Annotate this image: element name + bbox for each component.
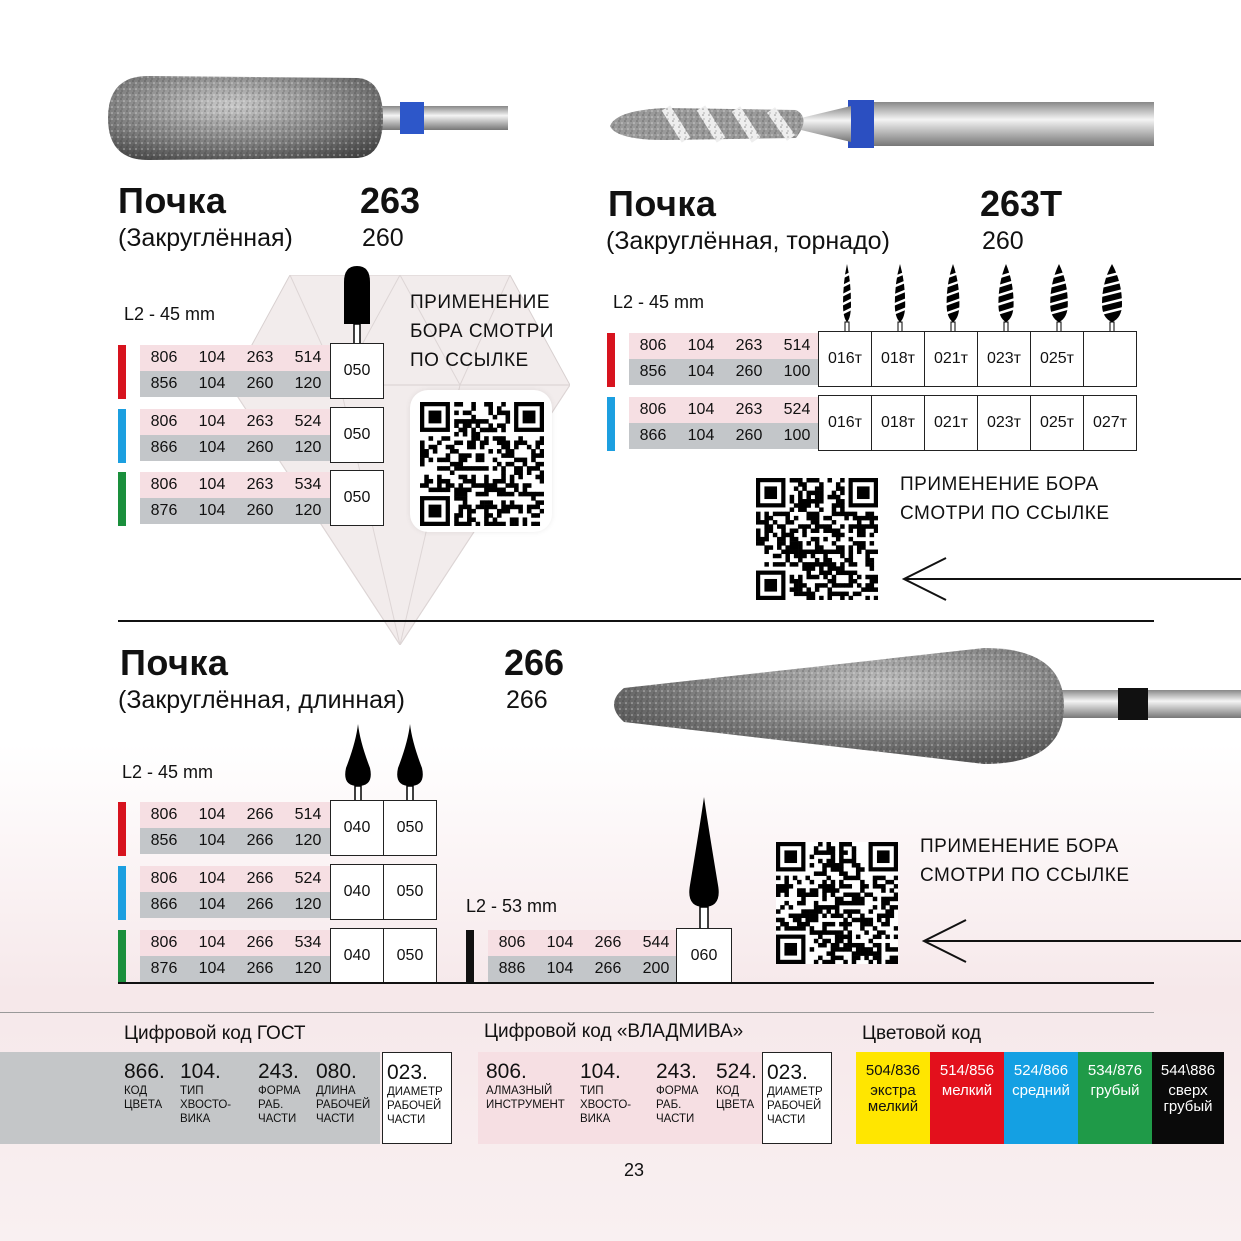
legend-caption: РАБОЧЕЙ	[387, 1100, 442, 1112]
code-cell: 260	[725, 359, 773, 385]
code-cell: 120	[284, 892, 332, 918]
legend-caption: РАБОЧЕЙ	[316, 1099, 371, 1111]
code-cell: 524	[284, 409, 332, 435]
legend-number: 243.	[656, 1060, 697, 1083]
section2-note	[900, 470, 1110, 528]
code-cell: 104	[188, 828, 236, 854]
size-box: 021т	[924, 395, 978, 451]
code-cell: 806	[629, 333, 677, 359]
code-cell: 266	[236, 956, 284, 982]
code-grid	[488, 930, 680, 982]
code-cell: 876	[140, 498, 188, 524]
color-marker	[118, 802, 126, 856]
code-cell: 524	[284, 866, 332, 892]
color-code: 544\886	[1160, 1062, 1216, 1079]
code-cell: 514	[284, 802, 332, 828]
legend-caption: РАБ.	[656, 1099, 682, 1111]
code-cell: 104	[188, 802, 236, 828]
code-cell: 806	[140, 866, 188, 892]
code-cell: 266	[236, 866, 284, 892]
size-box: 023т	[977, 395, 1031, 451]
code-cell: 100	[773, 423, 821, 449]
section3-subtitle: (Закруглённая, длинная)	[118, 686, 405, 714]
code-cell: 806	[629, 397, 677, 423]
code-cell: 856	[140, 828, 188, 854]
code-cell: 534	[284, 472, 332, 498]
code-cell: 120	[284, 435, 332, 461]
legend-caption: КОД	[124, 1085, 148, 1097]
size-box: 018т	[871, 395, 925, 451]
color-marker	[118, 930, 126, 984]
color-marker	[607, 333, 615, 387]
code-cell: 886	[488, 956, 536, 982]
color-code-swatch	[1078, 1052, 1152, 1144]
size-box: 050	[330, 407, 384, 463]
color-caption-line: грубый	[1090, 1082, 1140, 1099]
section-divider	[118, 982, 1154, 984]
size-box: 060	[676, 928, 732, 984]
code-cell: 104	[188, 409, 236, 435]
color-caption	[1004, 1083, 1078, 1099]
code-cell: 104	[677, 359, 725, 385]
code-cell: 524	[773, 397, 821, 423]
section2-l2-length: L2 - 45 mm	[613, 292, 705, 312]
qr-code-icon[interactable]	[776, 842, 898, 964]
gost-legend-item	[124, 1060, 165, 1112]
legend-number: 104.	[180, 1060, 221, 1083]
code-grid	[140, 472, 332, 524]
color-caption	[856, 1083, 930, 1115]
note-line: ПРИМЕНЕНИЕ	[410, 292, 550, 313]
tornado-bur-icon	[887, 262, 913, 332]
gost-legend-item	[180, 1060, 231, 1126]
gost-legend-title: Цифровой код ГОСТ	[124, 1023, 306, 1044]
legend-number: 023.	[767, 1061, 808, 1084]
legend-number: 524.	[716, 1060, 757, 1083]
tornado-bur-icon	[1099, 262, 1125, 332]
code-cell: 260	[236, 498, 284, 524]
legend-caption: ДЛИНА	[316, 1085, 356, 1097]
code-cell: 263	[236, 409, 284, 435]
size-box: 016т	[818, 395, 872, 451]
code-cell: 806	[140, 802, 188, 828]
section2-subtitle: (Закруглённая, торнадо)	[606, 227, 890, 255]
code-cell: 104	[188, 435, 236, 461]
legend-caption: ХВОСТО-	[180, 1099, 232, 1111]
size-box: 050	[383, 864, 437, 920]
code-cell: 104	[188, 866, 236, 892]
legend-caption: ВИКА	[180, 1113, 211, 1125]
code-cell: 260	[236, 371, 284, 397]
code-grid	[140, 409, 332, 461]
legend-number: 806.	[486, 1060, 527, 1083]
color-code: 504/836	[865, 1062, 921, 1079]
code-cell: 856	[629, 359, 677, 385]
legend-number: 104.	[580, 1060, 621, 1083]
page-number: 23	[624, 1160, 645, 1180]
size-box: 025т	[1030, 395, 1084, 451]
section1-l2-length: L2 - 45 mm	[124, 304, 216, 324]
legend-caption: ТИП	[180, 1085, 204, 1097]
code-cell: 104	[188, 892, 236, 918]
code-cell: 104	[677, 397, 725, 423]
legend-number: 023.	[387, 1061, 428, 1084]
note-line: СМОТРИ ПО ССЫЛКЕ	[920, 865, 1130, 886]
code-cell: 104	[536, 930, 584, 956]
note-line: ПО ССЫЛКЕ	[410, 350, 529, 371]
vladmiva-legend-item	[486, 1060, 565, 1112]
legend-caption: ДИАМЕТР	[387, 1086, 443, 1098]
section1-note	[410, 288, 554, 375]
qr-code-icon[interactable]	[756, 478, 878, 600]
legend-divider	[0, 1012, 1154, 1013]
section1-code-main: 263	[360, 180, 421, 221]
code-cell: 263	[236, 472, 284, 498]
vladmiva-legend-item	[580, 1060, 631, 1126]
vladmiva-legend-item	[762, 1052, 832, 1144]
legend-caption: ФОРМА	[656, 1085, 699, 1097]
size-box: 040	[330, 800, 384, 856]
section-divider	[118, 620, 1154, 622]
section3-l2-long: L2 - 53 mm	[466, 896, 558, 916]
section2-code-main: 263T	[980, 183, 1063, 224]
legend-caption: ЦВЕТА	[124, 1099, 163, 1111]
legend-caption: ЦВЕТА	[716, 1099, 755, 1111]
legend-caption: ДИАМЕТР	[767, 1086, 823, 1098]
size-box: 050	[383, 800, 437, 856]
long-bur-icon	[686, 795, 722, 931]
code-cell: 266	[236, 930, 284, 956]
color-caption-line: грубый	[1163, 1098, 1213, 1115]
code-cell: 263	[725, 397, 773, 423]
code-cell: 544	[632, 930, 680, 956]
color-caption	[1152, 1083, 1224, 1115]
code-cell: 866	[140, 892, 188, 918]
code-cell: 266	[584, 930, 632, 956]
size-box: 021т	[924, 331, 978, 387]
section1-title: Почка	[118, 180, 227, 221]
code-cell: 104	[536, 956, 584, 982]
color-code: 534/876	[1087, 1062, 1143, 1079]
code-cell: 534	[284, 930, 332, 956]
code-grid	[140, 930, 332, 982]
code-cell: 266	[236, 828, 284, 854]
bur-266-image	[604, 646, 1241, 776]
vladmiva-legend-title: Цифровой код «ВЛАДМИВА»	[484, 1021, 744, 1042]
gost-legend-item	[316, 1060, 370, 1126]
code-cell: 514	[773, 333, 821, 359]
code-cell: 104	[188, 371, 236, 397]
vladmiva-legend-item	[656, 1060, 698, 1126]
color-caption-line: средний	[1012, 1082, 1070, 1099]
section3-code-main: 266	[504, 642, 565, 683]
legend-number: 243.	[258, 1060, 299, 1083]
code-cell: 104	[677, 333, 725, 359]
tornado-bur-icon	[834, 262, 860, 332]
legend-number: 080.	[316, 1060, 357, 1083]
code-cell: 104	[188, 930, 236, 956]
bur-shape-icon	[340, 264, 374, 344]
code-cell: 260	[236, 435, 284, 461]
legend-number: 866.	[124, 1060, 165, 1083]
section3-l2-length: L2 - 45 mm	[122, 762, 214, 782]
size-box: 027т	[1083, 395, 1137, 451]
code-cell: 263	[725, 333, 773, 359]
size-box: 023т	[977, 331, 1031, 387]
size-box: 040	[330, 864, 384, 920]
color-code: 524/866	[1013, 1062, 1069, 1079]
legend-caption: ВИКА	[580, 1113, 611, 1125]
legend-caption: ФОРМА	[258, 1085, 301, 1097]
color-marker	[466, 930, 474, 984]
code-cell: 260	[725, 423, 773, 449]
color-code-swatch	[930, 1052, 1004, 1144]
code-cell: 120	[284, 498, 332, 524]
vladmiva-legend-item	[716, 1060, 757, 1112]
code-cell: 514	[284, 345, 332, 371]
code-cell: 120	[284, 371, 332, 397]
legend-caption: ИНСТРУМЕНТ	[486, 1099, 565, 1111]
code-cell: 104	[677, 423, 725, 449]
arrow-left-icon	[920, 918, 1241, 964]
tornado-bur-icon	[940, 262, 966, 332]
color-caption	[1078, 1083, 1152, 1099]
legend-caption: ТИП	[580, 1085, 604, 1097]
code-cell: 866	[140, 435, 188, 461]
code-cell: 100	[773, 359, 821, 385]
color-marker	[118, 472, 126, 526]
gost-legend-item	[382, 1052, 452, 1144]
color-caption	[930, 1083, 1004, 1099]
code-cell: 806	[140, 472, 188, 498]
size-box	[1083, 331, 1137, 387]
legend-caption: КОД	[716, 1085, 740, 1097]
code-cell: 866	[629, 423, 677, 449]
color-caption-line: мелкий	[867, 1098, 919, 1115]
legend-caption: ЧАСТИ	[656, 1113, 695, 1125]
size-box: 050	[330, 343, 384, 399]
size-box: 025т	[1030, 331, 1084, 387]
code-cell: 266	[584, 956, 632, 982]
color-caption-line: мелкий	[941, 1082, 993, 1099]
code-grid	[629, 397, 821, 449]
section1-subtitle: (Закруглённая)	[118, 224, 293, 252]
qr-code-icon[interactable]	[420, 402, 544, 526]
color-legend-title: Цветовой код	[862, 1023, 982, 1044]
color-caption-line: сверх	[1168, 1082, 1208, 1099]
note-line: ПРИМЕНЕНИЕ БОРА	[920, 836, 1119, 857]
bur-263t-image	[606, 96, 1154, 154]
size-box: 050	[330, 470, 384, 526]
legend-caption: РАБОЧЕЙ	[767, 1100, 822, 1112]
note-line: ПРИМЕНЕНИЕ БОРА	[900, 474, 1099, 495]
code-cell: 856	[140, 371, 188, 397]
code-cell: 806	[140, 409, 188, 435]
legend-caption: ЧАСТИ	[387, 1114, 426, 1126]
code-cell: 806	[488, 930, 536, 956]
legend-caption: РАБ.	[258, 1099, 284, 1111]
color-marker	[118, 345, 126, 399]
legend-caption: ХВОСТО-	[580, 1099, 632, 1111]
note-line: СМОТРИ ПО ССЫЛКЕ	[900, 503, 1110, 524]
code-grid	[629, 333, 821, 385]
code-grid	[140, 802, 332, 854]
color-marker	[118, 409, 126, 463]
code-cell: 266	[236, 892, 284, 918]
tornado-bur-icon	[1046, 262, 1072, 332]
tornado-bur-icon	[993, 262, 1019, 332]
color-code-swatch	[856, 1052, 930, 1144]
color-code: 514/856	[939, 1062, 995, 1079]
size-box: 050	[383, 928, 437, 984]
section2-code-sub: 260	[982, 227, 1024, 255]
teardrop-bur-icon	[396, 722, 424, 804]
code-grid	[140, 866, 332, 918]
code-cell: 104	[188, 498, 236, 524]
bur-263-image	[108, 68, 508, 173]
size-box: 040	[330, 928, 384, 984]
note-line: БОРА СМОТРИ	[410, 321, 554, 342]
legend-caption: ЧАСТИ	[258, 1113, 297, 1125]
code-cell: 104	[188, 472, 236, 498]
section2-title: Почка	[608, 183, 717, 224]
teardrop-bur-icon	[344, 722, 372, 804]
gost-legend-item	[258, 1060, 300, 1126]
code-cell: 266	[236, 802, 284, 828]
legend-caption: ЧАСТИ	[316, 1113, 355, 1125]
color-code-swatch	[1152, 1052, 1224, 1144]
section3-title: Почка	[120, 642, 229, 683]
size-box: 018т	[871, 331, 925, 387]
code-cell: 120	[284, 956, 332, 982]
code-cell: 876	[140, 956, 188, 982]
code-cell: 200	[632, 956, 680, 982]
code-cell: 120	[284, 828, 332, 854]
code-cell: 806	[140, 930, 188, 956]
code-cell: 104	[188, 345, 236, 371]
code-grid	[140, 345, 332, 397]
legend-caption: ЧАСТИ	[767, 1114, 806, 1126]
color-marker	[607, 397, 615, 451]
arrow-left-icon	[900, 556, 1241, 602]
color-caption-line: экстра	[870, 1082, 916, 1099]
legend-caption: АЛМАЗНЫЙ	[486, 1085, 553, 1097]
size-box: 016т	[818, 331, 872, 387]
code-cell: 104	[188, 956, 236, 982]
color-code-swatch	[1004, 1052, 1078, 1144]
section3-note	[920, 832, 1130, 890]
section3-code-sub: 266	[506, 686, 548, 714]
section1-code-sub: 260	[362, 224, 404, 252]
code-cell: 263	[236, 345, 284, 371]
color-marker	[118, 866, 126, 920]
code-cell: 806	[140, 345, 188, 371]
